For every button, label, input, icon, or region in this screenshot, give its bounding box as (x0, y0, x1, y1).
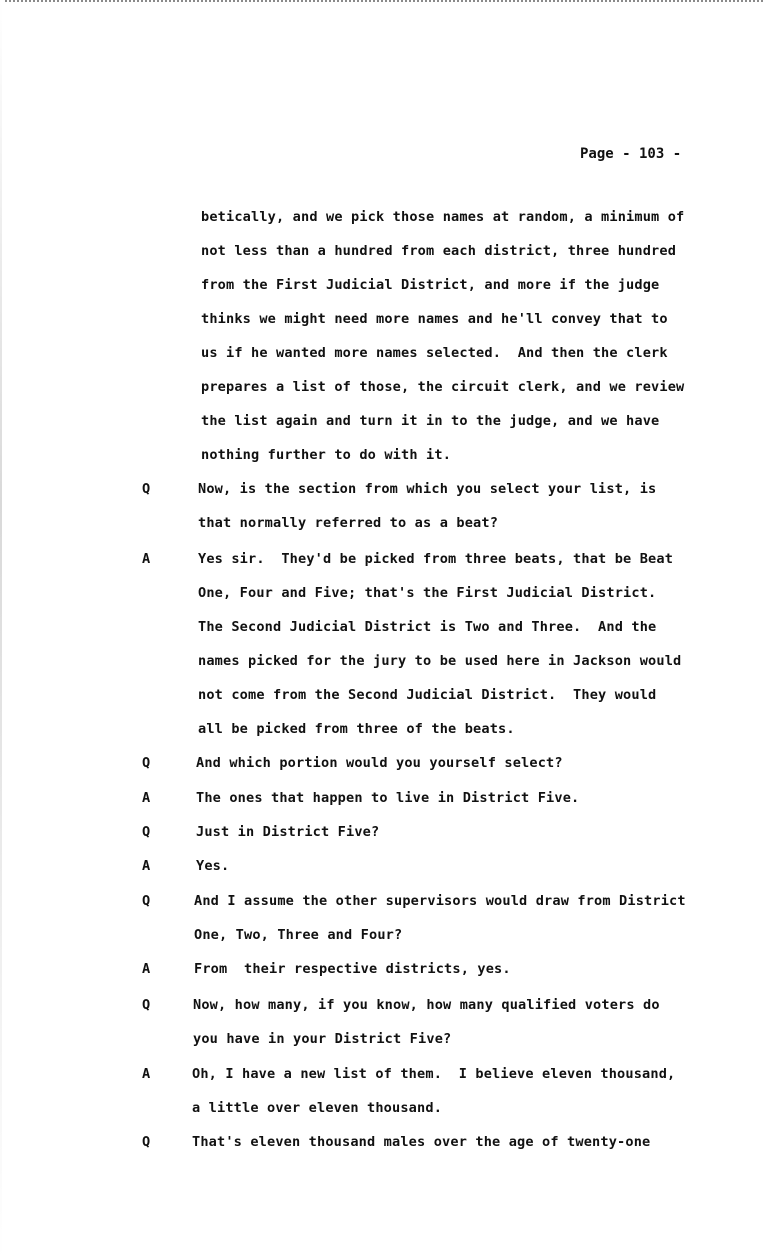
answer-marker: A (142, 858, 151, 874)
continuation-line: us if he wanted more names selected. And then the clerk (201, 345, 668, 361)
question-line: Just in District Five? (196, 824, 380, 840)
continuation-line: from the First Judicial District, and more if the judge (201, 277, 660, 293)
answer-marker: A (142, 961, 151, 977)
answer-marker: A (142, 1066, 151, 1082)
answer-line: From their respective districts, yes. (194, 961, 511, 977)
continuation-line: nothing further to do with it. (201, 447, 452, 463)
answer-line: not come from the Second Judicial District. They would (198, 687, 657, 703)
question-marker: Q (142, 997, 151, 1013)
answer-line: all be picked from three of the beats. (198, 721, 515, 737)
question-marker: Q (142, 893, 151, 909)
answer-line: names picked for the jury to be used here in Jackson would (198, 653, 682, 669)
answer-marker: A (142, 790, 151, 806)
answer-line: Yes sir. They'd be picked from three beats, that be Beat (198, 551, 674, 567)
question-line: And I assume the other supervisors would draw from District (194, 893, 686, 909)
continuation-line: the list again and turn it in to the judge, and we have (201, 413, 660, 429)
page-number: Page - 103 - (580, 146, 682, 162)
answer-line: Yes. (196, 858, 230, 874)
continuation-line: not less than a hundred from each district, three hundred (201, 243, 677, 259)
scan-top-edge (0, 0, 763, 6)
continuation-line: prepares a list of those, the circuit clerk, and we review (201, 379, 685, 395)
scan-left-edge (0, 0, 2, 1260)
question-marker: Q (142, 755, 151, 771)
question-line: Now, how many, if you know, how many qualified voters do (193, 997, 660, 1013)
answer-line: The ones that happen to live in District Five. (196, 790, 580, 806)
answer-line: One, Four and Five; that's the First Judicial District. (198, 585, 657, 601)
answer-line: Oh, I have a new list of them. I believe eleven thousand, (192, 1066, 676, 1082)
question-line: That's eleven thousand males over the age of twenty-one (192, 1134, 651, 1150)
question-marker: Q (142, 1134, 151, 1150)
question-marker: Q (142, 481, 151, 497)
answer-line: a little over eleven thousand. (192, 1100, 443, 1116)
question-line: that normally referred to as a beat? (198, 515, 499, 531)
question-line: And which portion would you yourself select? (196, 755, 563, 771)
question-line: One, Two, Three and Four? (194, 927, 403, 943)
answer-line: The Second Judicial District is Two and Three. And the (198, 619, 657, 635)
answer-marker: A (142, 551, 151, 567)
continuation-line: betically, and we pick those names at random, a minimum of (201, 209, 685, 225)
question-marker: Q (142, 824, 151, 840)
continuation-line: thinks we might need more names and he'll convey that to (201, 311, 668, 327)
question-line: Now, is the section from which you select your list, is (198, 481, 657, 497)
question-line: you have in your District Five? (193, 1031, 452, 1047)
